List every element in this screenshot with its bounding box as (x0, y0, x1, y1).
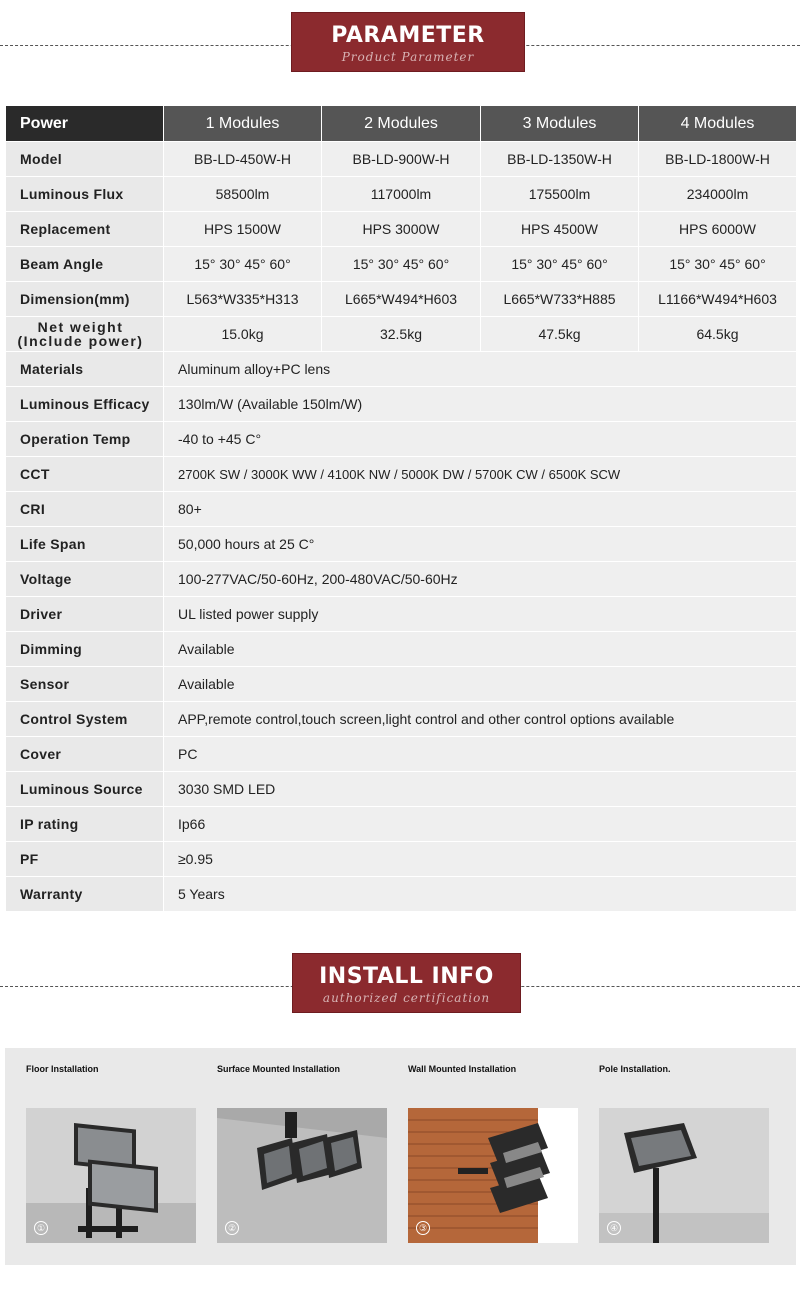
spec-label: Net weight (Include power) (6, 317, 164, 352)
spec-value: 50,000 hours at 25 C° (164, 527, 797, 562)
spec-table (5, 105, 797, 912)
table-row (6, 352, 797, 387)
table-row (6, 702, 797, 737)
spec-label: CCT (6, 457, 164, 492)
spec-value: 175500lm (481, 177, 639, 212)
table-row (6, 527, 797, 562)
parameter-title-box (291, 12, 525, 72)
spec-value: 80+ (164, 492, 797, 527)
spec-value: BB-LD-1350W-H (481, 142, 639, 177)
parameter-banner (0, 12, 800, 72)
spec-value: BB-LD-1800W-H (639, 142, 797, 177)
install-panel (5, 1048, 796, 1265)
spec-label: Replacement (6, 212, 164, 247)
spec-label: Control System (6, 702, 164, 737)
spec-value: -40 to +45 C° (164, 422, 797, 457)
spec-value: 15° 30° 45° 60° (322, 247, 481, 282)
spec-label: Driver (6, 597, 164, 632)
install-label: Floor Installation (26, 1064, 99, 1074)
spec-value: ≥0.95 (164, 842, 797, 877)
card-number: ① (34, 1221, 48, 1235)
spec-value: 64.5kg (639, 317, 797, 352)
spec-value: 117000lm (322, 177, 481, 212)
header-1-modules: 1 Modules (164, 106, 322, 142)
table-row (6, 492, 797, 527)
table-row (6, 562, 797, 597)
table-row (6, 317, 797, 352)
table-row (6, 632, 797, 667)
spec-value: 5 Years (164, 877, 797, 912)
spec-value: Available (164, 632, 797, 667)
spec-value: 15.0kg (164, 317, 322, 352)
spec-value: 234000lm (639, 177, 797, 212)
spec-label: Life Span (6, 527, 164, 562)
spec-label: Luminous Efficacy (6, 387, 164, 422)
spec-header-row (6, 106, 797, 142)
spec-value: Available (164, 667, 797, 702)
spec-label: Dimension(mm) (6, 282, 164, 317)
spec-value: 100-277VAC/50-60Hz, 200-480VAC/50-60Hz (164, 562, 797, 597)
table-row (6, 247, 797, 282)
spec-value: UL listed power supply (164, 597, 797, 632)
spec-label: Luminous Flux (6, 177, 164, 212)
spec-label: Sensor (6, 667, 164, 702)
spec-value: Aluminum alloy+PC lens (164, 352, 797, 387)
table-row (6, 597, 797, 632)
install-label: Surface Mounted Installation (217, 1064, 341, 1074)
spec-label: Materials (6, 352, 164, 387)
header-3-modules: 3 Modules (481, 106, 639, 142)
table-row (6, 212, 797, 247)
header-2-modules: 2 Modules (322, 106, 481, 142)
spec-label: Dimming (6, 632, 164, 667)
table-row (6, 737, 797, 772)
spec-value: 3030 SMD LED (164, 772, 797, 807)
spec-value: L665*W733*H885 (481, 282, 639, 317)
spec-value: 130lm/W (Available 150lm/W) (164, 387, 797, 422)
spec-value: 15° 30° 45° 60° (164, 247, 322, 282)
install-label: Wall Mounted Installation (408, 1064, 517, 1074)
pole-light-icon (599, 1108, 769, 1243)
spec-label: IP rating (6, 807, 164, 842)
floor-light-icon (26, 1108, 196, 1243)
spec-label: Beam Angle (6, 247, 164, 282)
spec-value: Ip66 (164, 807, 797, 842)
spec-value: HPS 6000W (639, 212, 797, 247)
spec-value: APP,remote control,touch screen,light control and other control options available (164, 702, 797, 737)
spec-value: PC (164, 737, 797, 772)
spec-label: Luminous Source (6, 772, 164, 807)
install-banner (0, 953, 800, 1013)
spec-value: HPS 4500W (481, 212, 639, 247)
header-power: Power (6, 106, 164, 142)
spec-label: Voltage (6, 562, 164, 597)
spec-value: 47.5kg (481, 317, 639, 352)
install-label: Pole Installation. (599, 1064, 671, 1074)
table-row (6, 387, 797, 422)
spec-value: 2700K SW / 3000K WW / 4100K NW / 5000K DW / 5700K CW / 6500K SCW (164, 457, 797, 492)
table-row (6, 667, 797, 702)
table-row (6, 842, 797, 877)
spec-label: Warranty (6, 877, 164, 912)
table-row (6, 422, 797, 457)
spec-label: CRI (6, 492, 164, 527)
parameter-subtitle: Product Parameter (341, 50, 475, 64)
table-row (6, 142, 797, 177)
table-row (6, 282, 797, 317)
spec-value: 15° 30° 45° 60° (639, 247, 797, 282)
spec-value: L1166*W494*H603 (639, 282, 797, 317)
spec-value: BB-LD-900W-H (322, 142, 481, 177)
spec-label: Model (6, 142, 164, 177)
install-subtitle: authorized certification (322, 991, 491, 1005)
surface-light-icon (217, 1108, 387, 1243)
spec-value: L665*W494*H603 (322, 282, 481, 317)
table-row (6, 772, 797, 807)
install-title-box (292, 953, 521, 1013)
table-row (6, 177, 797, 212)
card-number: ④ (607, 1221, 621, 1235)
card-number: ③ (416, 1221, 430, 1235)
spec-value: HPS 1500W (164, 212, 322, 247)
wall-light-icon (408, 1108, 578, 1243)
table-row (6, 457, 797, 492)
card-number: ② (225, 1221, 239, 1235)
spec-value: HPS 3000W (322, 212, 481, 247)
table-row (6, 877, 797, 912)
spec-value: 15° 30° 45° 60° (481, 247, 639, 282)
spec-label: PF (6, 842, 164, 877)
install-title: INSTALL INFO (319, 964, 494, 989)
spec-label: Operation Temp (6, 422, 164, 457)
spec-value: BB-LD-450W-H (164, 142, 322, 177)
spec-value: 32.5kg (322, 317, 481, 352)
spec-value: L563*W335*H313 (164, 282, 322, 317)
header-4-modules: 4 Modules (639, 106, 797, 142)
spec-value: 58500lm (164, 177, 322, 212)
parameter-title: PARAMETER (331, 23, 485, 48)
table-row (6, 807, 797, 842)
spec-label: Cover (6, 737, 164, 772)
